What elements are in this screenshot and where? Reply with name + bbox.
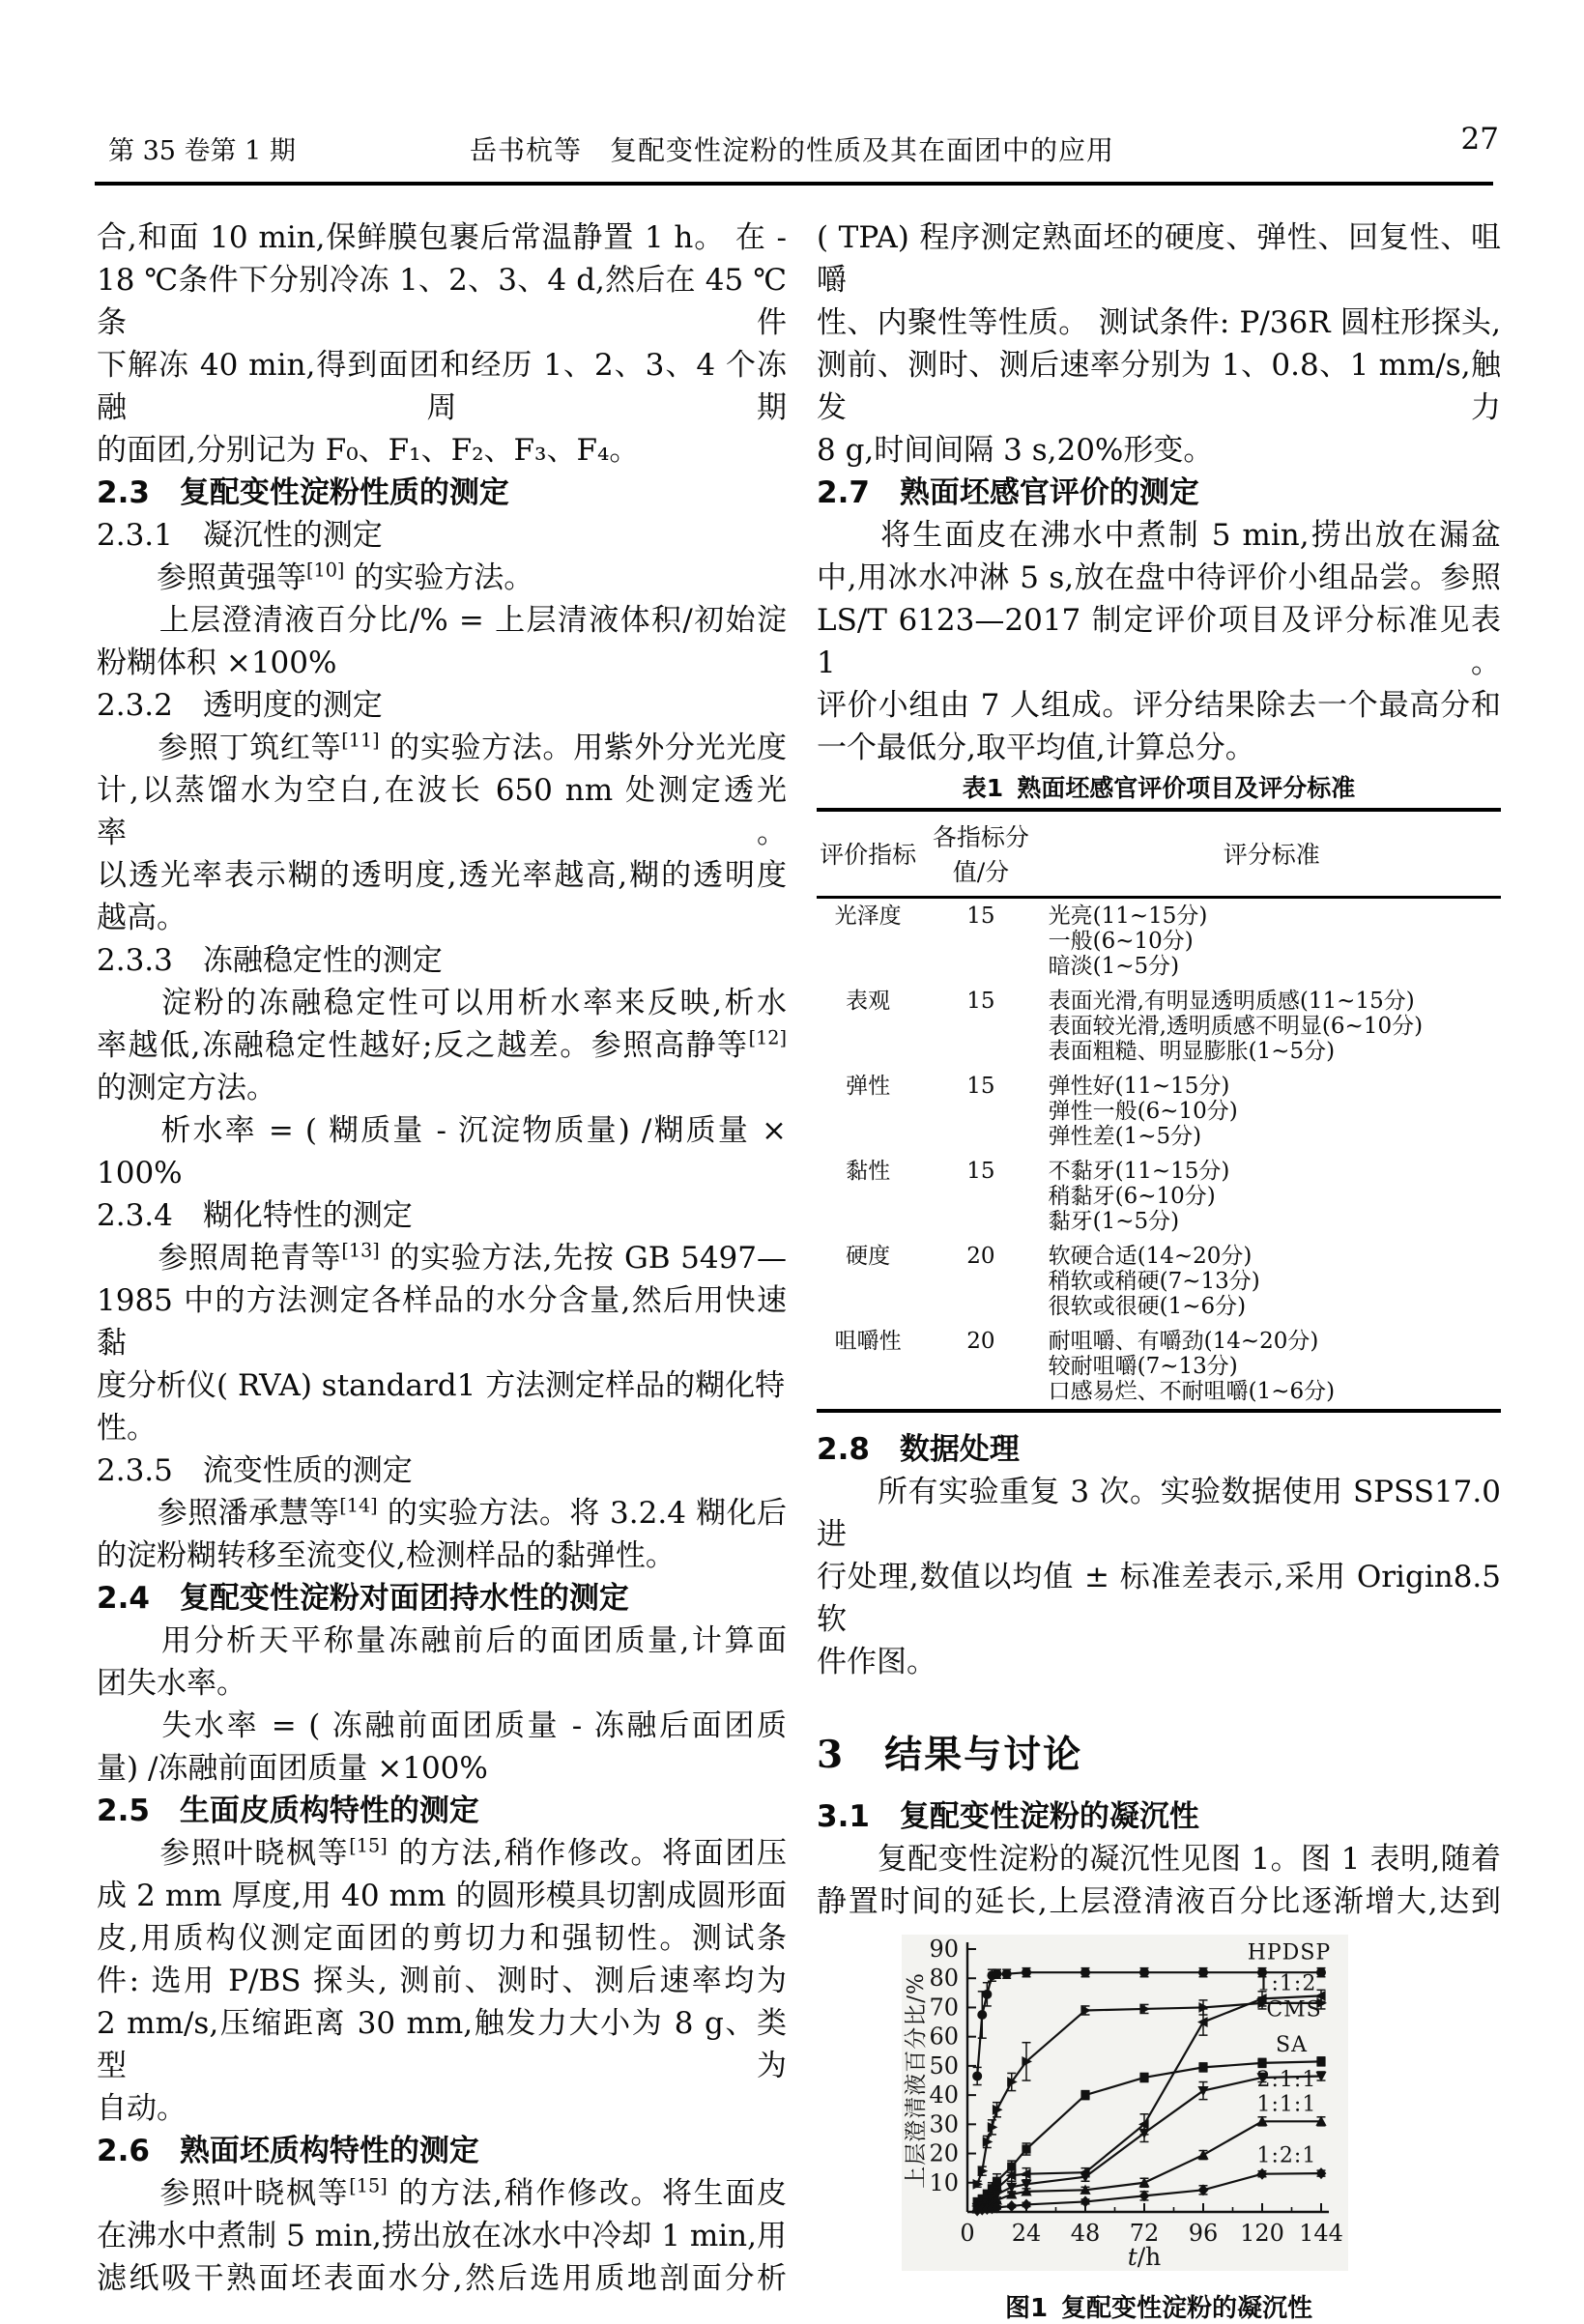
right-column-text bbox=[817, 216, 1501, 769]
text-line: 18 ℃条件下分别冷冻 1、2、3、4 d,然后在 45 ℃条件 bbox=[97, 263, 787, 340]
text-line: 行处理,数值以均值 ± 标准差表示,采用 Origin8.5 软 bbox=[817, 1560, 1501, 1637]
section-heading: 2.6 熟面坯质构特性的测定 bbox=[97, 2134, 479, 2168]
text-line: 量) /冻融前面团质量 ×100% bbox=[97, 1751, 488, 1786]
criteria-cell bbox=[1043, 898, 1501, 985]
text-line: 件: 选用 P/BS 探头, 测前、测时、测后速率均为 bbox=[97, 1964, 787, 1998]
text-line: 2 mm/s,压缩距离 30 mm,触发力大小为 8 g、类型为 bbox=[97, 2006, 787, 2083]
marker-diamond bbox=[1022, 2198, 1032, 2210]
text-line: 合,和面 10 min,保鲜膜包裹后常温静置 1 h。 在 - bbox=[97, 220, 787, 255]
text-line: 以透光率表示糊的透明度,透光率越高,糊的透明度 bbox=[97, 858, 787, 893]
text-line: 越高。 bbox=[97, 901, 187, 935]
text-line: 的面团,分别记为 F₀、F₁、F₂、F₃、F₄。 bbox=[97, 433, 640, 468]
text-line: 自动。 bbox=[97, 2091, 187, 2126]
series-label-CMS: CMS bbox=[1266, 1997, 1322, 2023]
x-tick-label: 144 bbox=[1299, 2220, 1343, 2247]
section-heading: 3 结果与讨论 bbox=[817, 1733, 1083, 1777]
criteria-cell bbox=[1043, 984, 1501, 1069]
table-row bbox=[817, 1069, 1501, 1154]
text-line: 下解冻 40 min,得到面团和经历 1、2、3、4 个冻融周期 bbox=[97, 348, 787, 425]
table-header-row bbox=[817, 810, 1501, 898]
table-row bbox=[817, 1154, 1501, 1239]
text-line: LS/T 6123—2017 制定评价项目及评分标准见表 1。 bbox=[817, 603, 1501, 680]
section-heading: 2.3.3 冻融稳定性的测定 bbox=[97, 943, 443, 978]
marker-square bbox=[1022, 2144, 1030, 2153]
marker-square bbox=[993, 2177, 1001, 2186]
text-line: 在沸水中煮制 5 min,捞出放在冰水中冷却 1 min,用 bbox=[97, 2219, 787, 2253]
criteria-line: 表面较光滑,透明质感不明显(6~10分) bbox=[1048, 1014, 1424, 1039]
marker-circle bbox=[1316, 1967, 1326, 1977]
text-line: 复配变性淀粉的凝沉性见图 1。图 1 表明,随着 bbox=[817, 1842, 1501, 1877]
section-heading: 2.3 复配变性淀粉性质的测定 bbox=[97, 475, 509, 510]
text-line: 团失水率。 bbox=[97, 1666, 246, 1701]
series-label-2:1:1: 2:1:1 bbox=[1256, 2068, 1317, 2093]
text-line: 测前、测时、测后速率分别为 1、0.8、1 mm/s,触发力 bbox=[817, 348, 1501, 425]
text-line: 率越低,冻融稳定性越好;反之越差。参照高静等[12] bbox=[97, 1026, 787, 1063]
right-column-text-2 bbox=[817, 1428, 1501, 1923]
criteria-cell bbox=[1043, 1324, 1501, 1411]
criteria-line: 弹性好(11~15分) bbox=[1048, 1074, 1230, 1099]
table-caption bbox=[817, 771, 1501, 806]
header-rule bbox=[95, 182, 1493, 186]
series-label-1:1:1: 1:1:1 bbox=[1256, 2092, 1317, 2117]
table-header-cell: 评分标准 bbox=[1043, 810, 1501, 898]
marker-circle bbox=[982, 1990, 992, 1999]
text-line: 析水率 = ( 糊质量 - 沉淀物质量) /糊质量 × bbox=[97, 1113, 787, 1148]
right-column bbox=[817, 216, 1501, 2324]
criteria-cell bbox=[1043, 1069, 1501, 1154]
table-caption-text: 熟面坯感官评价项目及评分标准 bbox=[1017, 774, 1356, 802]
criteria-line: 耐咀嚼、有嚼劲(14~20分) bbox=[1048, 1329, 1319, 1354]
series-label-1:1:2: 1:1:2 bbox=[1256, 1971, 1317, 1996]
y-tick-label: 30 bbox=[929, 2110, 959, 2138]
criteria-line: 弹性一般(6~10分) bbox=[1048, 1099, 1238, 1124]
figure-1 bbox=[817, 1935, 1501, 2324]
x-tick-label: 120 bbox=[1240, 2220, 1284, 2247]
table-1 bbox=[817, 771, 1501, 1413]
text-line: 参照黄强等[10] 的实验方法。 bbox=[97, 559, 534, 595]
criteria-line: 表面光滑,有明显透明质感(11~15分) bbox=[1048, 989, 1415, 1014]
text-line: 的淀粉糊转移至流变仪,检测样品的黏弹性。 bbox=[97, 1538, 676, 1573]
text-line: 参照叶晓枫等[15] 的方法,稍作修改。将生面皮 bbox=[97, 2174, 787, 2211]
text-line: 性、内聚性等性质。 测试条件: P/36R 圆柱形探头, bbox=[817, 305, 1501, 340]
figure-caption-text: 复配变性淀粉的凝沉性 bbox=[1061, 2294, 1313, 2323]
text-line: 1985 中的方法测定各样品的水分含量,然后用快速黏 bbox=[97, 1283, 787, 1361]
text-line: 评价小组由 7 人组成。评分结果除去一个最高分和 bbox=[817, 688, 1501, 723]
journal-issue: 第 35 卷第 1 期 bbox=[108, 136, 296, 166]
y-tick-label: 20 bbox=[929, 2139, 959, 2167]
score-cell: 15 bbox=[966, 904, 995, 929]
indicator-cell: 咀嚼性 bbox=[834, 1329, 902, 1354]
text-line: 滤纸吸干熟面坯表面水分,然后选用质地剖面分析 bbox=[97, 2261, 787, 2296]
criteria-line: 弹性差(1~5分) bbox=[1048, 1124, 1202, 1149]
criteria-line: 稍软或稍硬(7~13分) bbox=[1048, 1269, 1260, 1294]
section-heading: 2.4 复配变性淀粉对面团持水性的测定 bbox=[97, 1581, 629, 1616]
criteria-cell bbox=[1043, 1239, 1501, 1324]
section-heading: 2.3.5 流变性质的测定 bbox=[97, 1453, 413, 1488]
y-tick-label: 60 bbox=[929, 2023, 959, 2051]
series-label-HPDSP: HPDSP bbox=[1247, 1940, 1332, 1965]
marker-circle bbox=[977, 2010, 987, 2020]
y-tick-label: 70 bbox=[929, 1994, 959, 2022]
section-heading: 2.5 生面皮质构特性的测定 bbox=[97, 1793, 479, 1828]
x-axis-label: t/h bbox=[1127, 2243, 1162, 2271]
text-line: 件作图。 bbox=[817, 1645, 936, 1679]
marker-diamond bbox=[1006, 2200, 1017, 2212]
marker-circle bbox=[1080, 1967, 1090, 1977]
score-cell: 20 bbox=[966, 1329, 995, 1354]
criteria-line: 黏牙(1~5分) bbox=[1048, 1209, 1180, 1234]
marker-diamond bbox=[1257, 2168, 1268, 2180]
indicator-cell: 光泽度 bbox=[834, 904, 902, 929]
text-line: 皮,用质构仪测定面团的剪切力和强韧性。测试条 bbox=[97, 1921, 787, 1956]
marker-circle bbox=[993, 1969, 1002, 1979]
y-tick-label: 10 bbox=[929, 2168, 959, 2196]
section-heading: 2.7 熟面坯感官评价的测定 bbox=[817, 475, 1199, 510]
sensory-score-table bbox=[817, 808, 1501, 1413]
marker-circle bbox=[1022, 1967, 1031, 1977]
text-line: 成 2 mm 厚度,用 40 mm 的圆形模具切割成圆形面 bbox=[97, 1879, 787, 1913]
marker-triangle-down bbox=[1197, 2086, 1208, 2096]
text-line: 淀粉的冻融稳定性可以用析水率来反映,析水 bbox=[97, 986, 787, 1020]
section-heading: 2.3.1 凝沉性的测定 bbox=[97, 518, 383, 553]
running-title: 岳书杭等 复配变性淀粉的性质及其在面团中的应用 bbox=[469, 134, 1114, 166]
figure-caption-label: 图1 bbox=[1004, 2294, 1049, 2323]
text-line: 静置时间的延长,上层澄清液百分比逐渐增大,达到 bbox=[817, 1884, 1501, 1919]
criteria-line: 较耐咀嚼(7~13分) bbox=[1048, 1354, 1238, 1379]
text-line: 100% bbox=[97, 1156, 183, 1191]
table-row bbox=[817, 984, 1501, 1069]
series-label-SA: SA bbox=[1276, 2032, 1308, 2057]
text-line: 8 g,时间间隔 3 s,20%形变。 bbox=[817, 433, 1214, 468]
score-cell: 15 bbox=[966, 1159, 995, 1184]
section-heading: 2.3.2 透明度的测定 bbox=[97, 688, 383, 723]
criteria-line: 一般(6~10分) bbox=[1048, 929, 1194, 954]
criteria-line: 不黏牙(11~15分) bbox=[1048, 1159, 1230, 1184]
chart-panel bbox=[902, 1935, 1348, 2271]
text-line: 所有实验重复 3 次。实验数据使用 SPSS17.0 进 bbox=[817, 1475, 1501, 1552]
table-header-cell: 各指标分值/分 bbox=[919, 810, 1042, 898]
text-line: 参照叶晓枫等[15] 的方法,稍作修改。将面团压 bbox=[97, 1834, 787, 1871]
text-line: 计,以蒸馏水为空白,在波长 650 nm 处测定透光率。 bbox=[97, 773, 787, 850]
figure-caption bbox=[817, 2288, 1501, 2324]
y-tick-label: 50 bbox=[929, 2051, 959, 2080]
text-line: 将生面皮在沸水中煮制 5 min,捞出放在漏盆 bbox=[817, 518, 1501, 553]
x-tick-label: 48 bbox=[1070, 2220, 1101, 2247]
section-heading: 2.8 数据处理 bbox=[817, 1432, 1020, 1467]
text-line: 参照周艳青等[13] 的实验方法,先按 GB 5497— bbox=[97, 1239, 787, 1276]
indicator-cell: 硬度 bbox=[846, 1244, 891, 1269]
criteria-cell bbox=[1043, 1154, 1501, 1239]
score-cell: 20 bbox=[966, 1244, 995, 1269]
x-tick-label: 72 bbox=[1129, 2220, 1160, 2247]
y-tick-label: 90 bbox=[929, 1936, 959, 1963]
table-header-cell: 评价指标 bbox=[817, 810, 919, 898]
criteria-line: 很软或很硬(1~6分) bbox=[1048, 1294, 1247, 1319]
indicator-cell: 弹性 bbox=[846, 1074, 891, 1099]
y-tick-label: 80 bbox=[929, 1965, 959, 1993]
text-line: 的测定方法。 bbox=[97, 1071, 276, 1105]
text-line: 上层澄清液百分比/% = 上层清液体积/初始淀 bbox=[97, 603, 787, 638]
marker-square bbox=[1139, 2073, 1148, 2081]
page-number: 27 bbox=[1460, 122, 1499, 157]
table-caption-label: 表1 bbox=[962, 774, 1004, 802]
text-line: 参照潘承慧等[14] 的实验方法。将 3.2.4 糊化后 bbox=[97, 1494, 787, 1531]
table-row bbox=[817, 1324, 1501, 1411]
text-line: 一个最低分,取平均值,计算总分。 bbox=[817, 731, 1255, 765]
marker-square bbox=[1007, 2163, 1016, 2171]
text-line: 度分析仪( RVA) standard1 方法测定样品的糊化特性。 bbox=[97, 1368, 786, 1446]
criteria-line: 稍黏牙(6~10分) bbox=[1048, 1184, 1216, 1209]
marker-square bbox=[1316, 2057, 1325, 2066]
text-line: 粉糊体积 ×100% bbox=[97, 646, 337, 680]
x-tick-label: 0 bbox=[960, 2220, 975, 2247]
score-cell: 15 bbox=[966, 1074, 995, 1099]
y-axis-label: 上层澄清液百分比/% bbox=[904, 1972, 929, 2189]
sedimentation-chart bbox=[902, 1935, 1348, 2271]
score-cell: 15 bbox=[966, 989, 995, 1014]
marker-circle bbox=[1139, 1967, 1149, 1977]
series-label-1:2:1: 1:2:1 bbox=[1256, 2143, 1317, 2168]
left-column bbox=[97, 216, 787, 2300]
marker-circle bbox=[972, 2071, 982, 2080]
marker-diamond bbox=[1080, 2195, 1091, 2207]
text-line: ( TPA) 程序测定熟面坯的硬度、弹性、回复性、咀嚼 bbox=[817, 220, 1501, 298]
marker-square bbox=[1257, 2058, 1266, 2067]
text-line: 中,用冰水冲淋 5 s,放在盘中待评价小组品尝。参照 bbox=[817, 560, 1501, 595]
criteria-line: 表面粗糙、明显膨胀(1~5分) bbox=[1048, 1039, 1336, 1064]
section-heading: 3.1 复配变性淀粉的凝沉性 bbox=[817, 1799, 1199, 1834]
indicator-cell: 黏性 bbox=[846, 1159, 891, 1184]
criteria-line: 暗淡(1~5分) bbox=[1048, 954, 1180, 979]
y-tick-label: 40 bbox=[929, 2081, 959, 2109]
text-line: 参照丁筑红等[11] 的实验方法。用紫外分光光度 bbox=[97, 729, 788, 765]
x-tick-label: 96 bbox=[1188, 2220, 1219, 2247]
table-row bbox=[817, 898, 1501, 985]
marker-square bbox=[1080, 2091, 1089, 2100]
marker-diamond bbox=[1316, 2167, 1327, 2179]
table-row bbox=[817, 1239, 1501, 1324]
criteria-line: 口感易烂、不耐咀嚼(1~6分) bbox=[1048, 1379, 1336, 1404]
section-heading: 2.3.4 糊化特性的测定 bbox=[97, 1198, 413, 1233]
x-tick-label: 24 bbox=[1011, 2220, 1042, 2247]
marker-circle bbox=[1198, 1967, 1208, 1977]
text-line: 用分析天平称量冻融前后的面团质量,计算面 bbox=[97, 1623, 787, 1658]
criteria-line: 光亮(11~15分) bbox=[1048, 904, 1208, 929]
criteria-line: 软硬合适(14~20分) bbox=[1048, 1244, 1253, 1269]
indicator-cell: 表观 bbox=[846, 989, 891, 1014]
text-line: 失水率 = ( 冻融前面团质量 - 冻融后面团质 bbox=[97, 1708, 787, 1743]
marker-circle bbox=[1002, 1969, 1012, 1979]
